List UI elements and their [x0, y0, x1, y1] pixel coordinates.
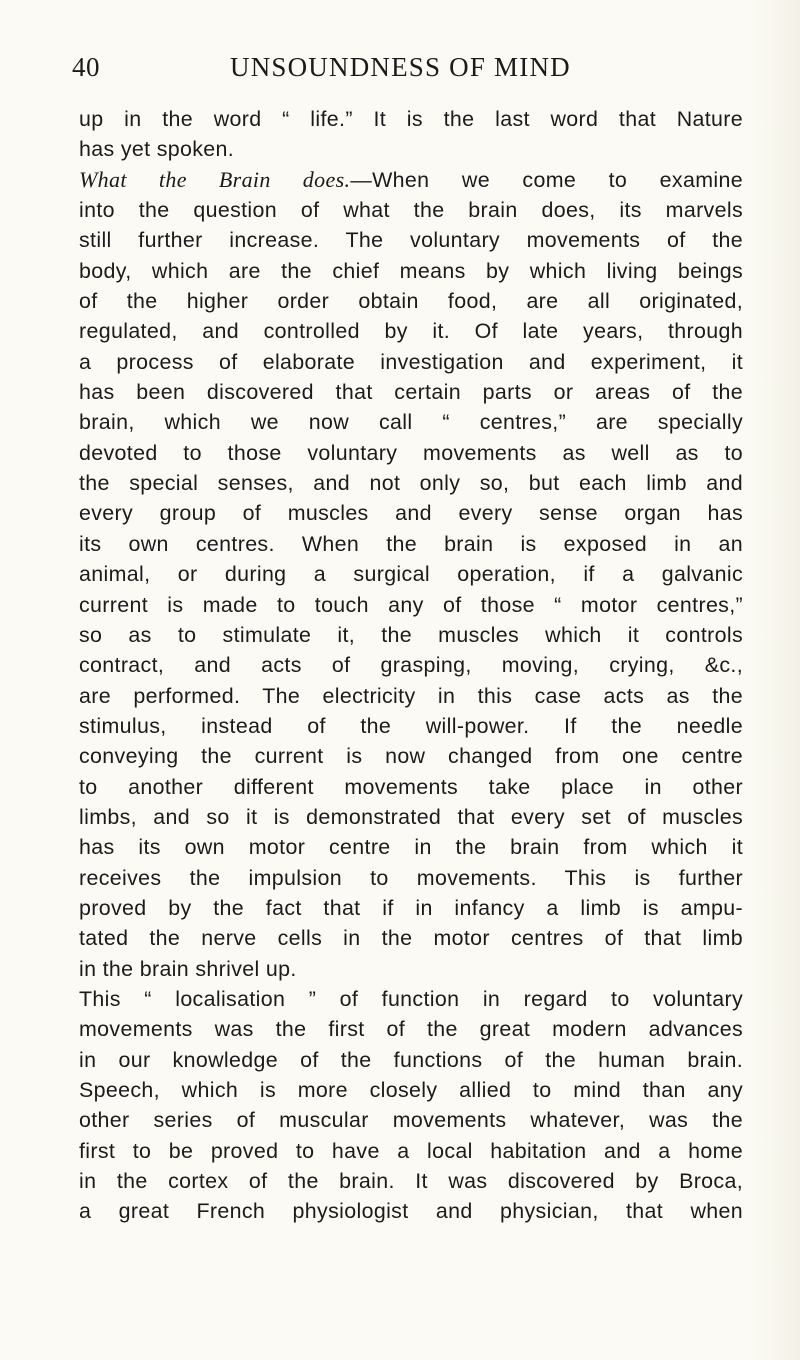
text-line: in our knowledge of the functions of the human brain.: [79, 1047, 743, 1072]
text-line: Speech, which is more closely allied to mind than any: [79, 1078, 743, 1102]
running-title: UNSOUNDNESS OF MIND: [230, 52, 571, 82]
text-fragment: —When we come to examine: [350, 167, 743, 192]
text-line: the special senses, and not only so, but each limb and: [79, 471, 743, 496]
text-line: animal, or during a surgical operation, if a galvanic: [79, 562, 743, 587]
text-line: devoted to those voluntary movements as well as to: [79, 440, 743, 465]
text-line: limbs, and so it is demonstrated that every set of muscles: [79, 804, 743, 829]
text-line: still further increase. The voluntary movements of the: [79, 228, 743, 253]
text-line: up in the word “ life.” It is the last word that Nature: [79, 107, 743, 131]
body-text: [79, 104, 743, 1227]
text-line: a great French physiologist and physician, that when: [79, 1199, 743, 1224]
text-line: tated the nerve cells in the motor centres of that limb: [79, 926, 743, 951]
text-line: first to be proved to have a local habitation and a home: [79, 1138, 743, 1163]
text-line: every group of muscles and every sense organ has: [79, 501, 743, 526]
text-line: has yet spoken.: [79, 137, 235, 162]
text-line: its own centres. When the brain is exposed in an: [79, 531, 743, 556]
text-line: other series of muscular movements whatever, was the: [79, 1108, 743, 1133]
section-heading: What the Brain does.: [79, 166, 351, 192]
text-line: so as to stimulate it, the muscles which it controls: [79, 622, 743, 647]
text-line: brain, which we now call “ centres,” are specially: [79, 410, 743, 435]
page-header: [72, 52, 742, 88]
text-line: conveying the current is now changed from one centre: [79, 744, 743, 769]
text-line: contract, and acts of grasping, moving, crying, &c.,: [79, 653, 743, 678]
text-line: in the cortex of the brain. It was discovered by Broca,: [79, 1169, 743, 1194]
section-heading-line: [79, 165, 743, 195]
text-line: This “ localisation ” of function in regard to voluntary: [79, 986, 743, 1011]
text-line: regulated, and controlled by it. Of late years, through: [79, 319, 743, 344]
text-line: in the brain shrivel up.: [79, 956, 297, 981]
text-line: of the higher order obtain food, are all originated,: [79, 289, 743, 314]
text-line: has been discovered that certain parts or areas of the: [79, 380, 743, 405]
text-line: are performed. The electricity in this case acts as the: [79, 683, 743, 708]
text-line: into the question of what the brain does, its marvels: [79, 198, 743, 223]
page-number: 40: [72, 52, 100, 82]
text-line: to another different movements take place in other: [79, 774, 743, 799]
text-line: has its own motor centre in the brain from which it: [79, 835, 743, 860]
text-line: body, which are the chief means by which living beings: [79, 258, 743, 283]
text-line: receives the impulsion to movements. This is further: [79, 865, 743, 890]
text-line: stimulus, instead of the will-power. If the needle: [79, 713, 743, 738]
text-line: a process of elaborate investigation and experiment, it: [79, 349, 743, 374]
text-line: movements was the first of the great modern advances: [79, 1017, 743, 1042]
text-line: current is made to touch any of those “ motor centres,”: [79, 592, 743, 617]
text-line: proved by the fact that if in infancy a limb is ampu-: [79, 895, 743, 920]
